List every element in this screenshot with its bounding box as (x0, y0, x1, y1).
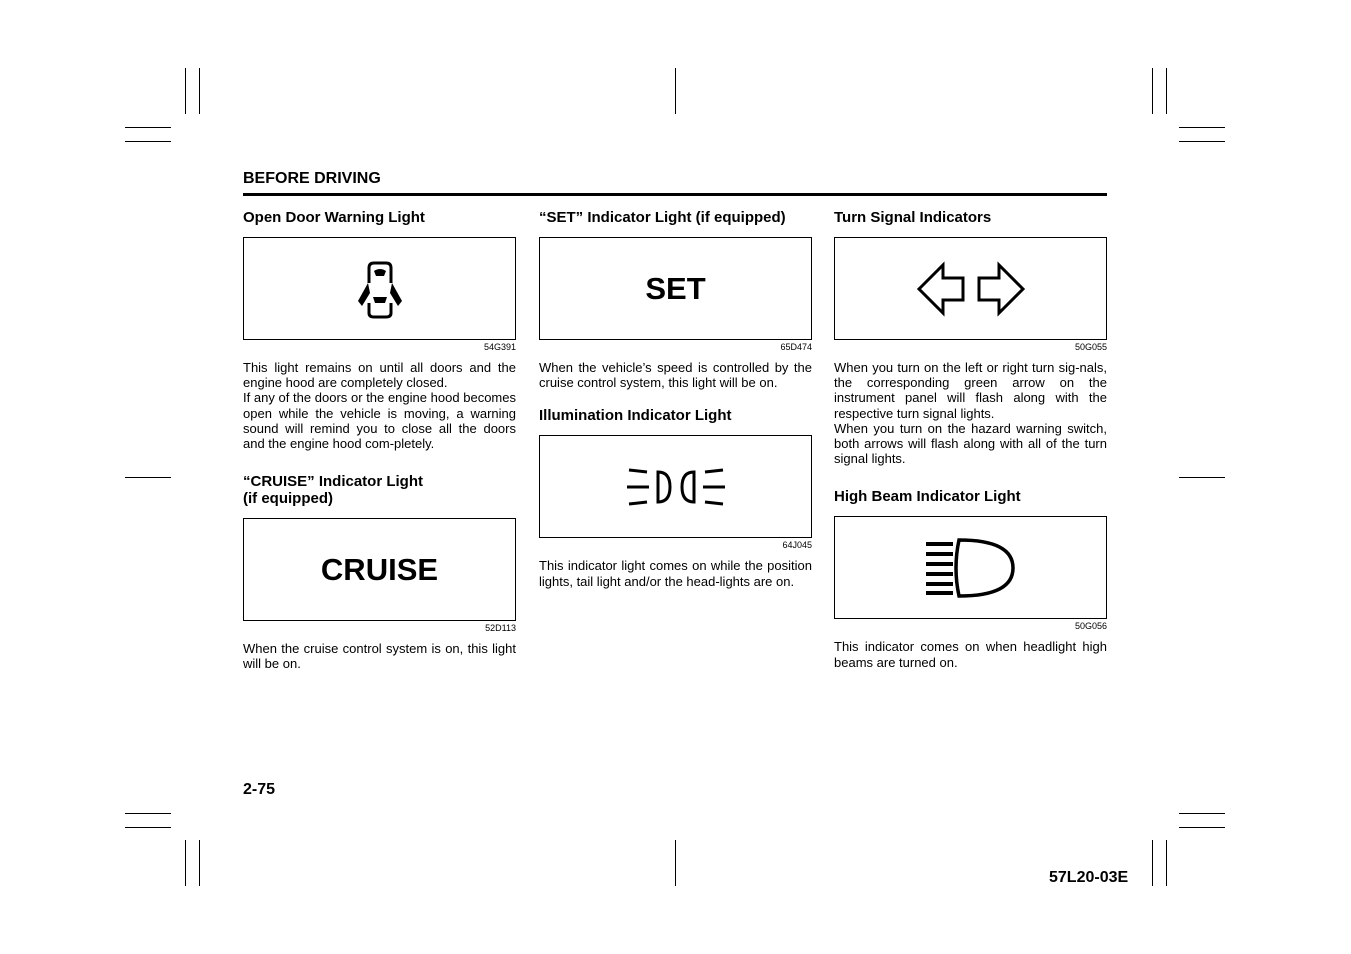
figure-code: 50G056 (1074, 621, 1107, 632)
figure-code: 65D474 (780, 342, 812, 352)
crop-mark (125, 813, 171, 814)
section-title: BEFORE DRIVING (243, 170, 381, 187)
cruise-indicator-label: CRUISE (320, 551, 439, 587)
column-3 (834, 209, 1107, 670)
crop-mark (1166, 68, 1167, 114)
column-2 (539, 209, 812, 589)
page-number: 2-75 (243, 781, 276, 798)
crop-mark (675, 68, 676, 114)
crop-mark (1179, 813, 1225, 814)
illumination-figure (539, 435, 812, 538)
high-beam-text: This indicator comes on when headlight high beams are turned on. (834, 639, 1107, 670)
cruise-heading: “CRUISE” Indicator Light (if equipped) (243, 473, 423, 508)
figure-code: 50G055 (1074, 342, 1107, 352)
crop-mark (1166, 840, 1167, 886)
crop-mark (199, 68, 200, 114)
set-figure (539, 237, 812, 340)
cruise-text: When the cruise control system is on, this light will be on. (243, 641, 516, 672)
crop-mark (185, 68, 186, 114)
turn-signal-arrows-icon (916, 261, 1026, 317)
crop-mark (675, 840, 676, 886)
open-door-figure (243, 237, 516, 340)
header-rule (243, 193, 1107, 196)
illumination-icon (621, 462, 731, 512)
crop-mark (1179, 827, 1225, 828)
crop-mark (125, 477, 171, 478)
crop-mark (1152, 68, 1153, 114)
set-text: When the vehicle’s speed is controlled by the cruise control system, this light will be on. (539, 360, 812, 391)
open-door-heading: Open Door Warning Light (243, 209, 425, 226)
turn-signal-heading: Turn Signal Indicators (834, 209, 992, 226)
illumination-text: This indicator light comes on while the position lights, tail light and/or the head-lights are on. (539, 558, 812, 589)
high-beam-icon (923, 536, 1019, 600)
document-code: 57L20-03E (1049, 869, 1129, 886)
figure-code: 52D113 (485, 623, 516, 634)
open-door-text: This light remains on until all doors and the engine hood are completely closed. If any of the doors or the engine hood becomes open while the vehicle is moving, a warning sound will remind you to close all the doors and the engine hood com-pletely. (243, 360, 516, 452)
figure-code: 54G391 (483, 342, 516, 352)
turn-signal-text: When you turn on the left or right turn sig-nals, the corresponding green arrow on the instrument panel will flash along with the respective turn signal lights. When you turn on the hazard warning switch, both arrows will flash along with all of the turn signal lights. (834, 360, 1107, 467)
high-beam-heading: High Beam Indicator Light (834, 488, 1021, 506)
crop-mark (125, 141, 171, 142)
crop-mark (125, 827, 171, 828)
crop-mark (1179, 141, 1225, 142)
crop-mark (125, 127, 171, 128)
figure-code: 64J045 (782, 540, 812, 551)
open-door-icon (350, 253, 410, 325)
crop-mark (1179, 477, 1225, 478)
crop-mark (1152, 840, 1153, 886)
illumination-heading: Illumination Indicator Light (539, 407, 732, 425)
set-heading: “SET” Indicator Light (if equipped) (539, 209, 786, 226)
crop-mark (199, 840, 200, 886)
crop-mark (185, 840, 186, 886)
turn-signal-figure (834, 237, 1107, 340)
cruise-figure (243, 518, 516, 621)
column-1 (243, 209, 516, 672)
high-beam-figure (834, 516, 1107, 619)
set-indicator-label: SET (645, 270, 706, 306)
crop-mark (1179, 127, 1225, 128)
